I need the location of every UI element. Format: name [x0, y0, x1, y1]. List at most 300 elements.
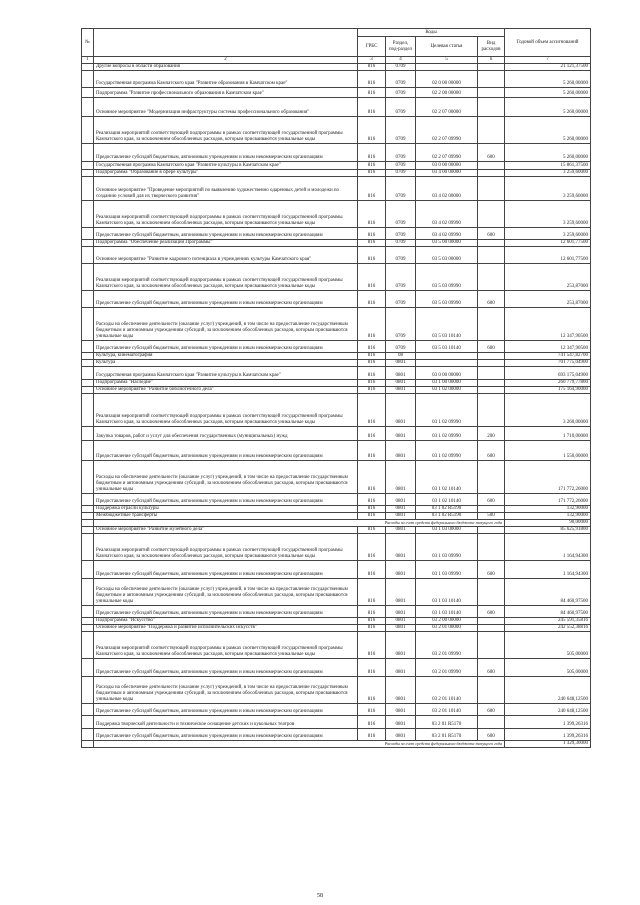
row-number-cell	[82, 380, 94, 387]
amount-cell: 3 259,60000	[505, 177, 591, 201]
table-row	[82, 88, 591, 98]
table-row	[82, 291, 591, 308]
table-row	[82, 228, 591, 240]
row-name-cell: Реализация мероприятий соответствующей подпрограммы в рамках соответствующей государственной программы Камчатского края, за исключением обособленных расходов, которым присваиваются уникальные коды	[94, 632, 358, 659]
row-name-cell: Основное мероприятие "Развитие библиотечного дела"	[94, 387, 358, 394]
grbs-cell: 816	[358, 291, 386, 308]
section-cell: 0801	[386, 387, 416, 394]
expense-type-cell: 600	[478, 606, 505, 618]
row-number-cell	[82, 291, 94, 308]
target-article-cell: 03 1 02 09990	[416, 394, 478, 427]
header-amount: Годовой объем ассигнований	[505, 29, 591, 57]
grbs-cell: 816	[358, 387, 386, 394]
grbs-cell: 816	[358, 513, 386, 520]
grbs-cell: 816	[358, 494, 386, 506]
expense-type-cell	[478, 716, 505, 729]
expense-type-cell: 600	[478, 291, 505, 308]
row-name-cell: Реализация мероприятий соответствующей подпрограммы в рамках соответствующей государственной программы Камчатского края, за исключением обособленных расходов, которым присваиваются уникальные коды	[94, 201, 358, 228]
target-article-cell: 02 0 00 00000	[416, 71, 478, 88]
section-cell: 0709	[386, 228, 416, 240]
section-cell: 0709	[386, 64, 416, 71]
grbs-cell: 816	[358, 247, 386, 264]
header-name	[94, 29, 358, 57]
row-number-cell	[82, 170, 94, 177]
grbs-cell: 816	[358, 506, 386, 513]
row-name-cell: Подпрограмма "Наследие"	[94, 380, 358, 387]
expense-type-cell	[478, 387, 505, 394]
expense-type-cell	[478, 360, 505, 367]
amount-cell: 240 648,12500	[505, 677, 591, 704]
section-cell: 0709	[386, 117, 416, 144]
amount-cell: 84 460,97500	[505, 606, 591, 618]
row-name-cell: Государственная программа Камчатского края "Развитие культуры в Камчатском крае"	[94, 162, 358, 170]
table-row	[82, 308, 591, 341]
expense-type-cell	[478, 579, 505, 606]
target-article-cell	[416, 360, 478, 367]
amount-cell: 253,87000	[505, 291, 591, 308]
amount-cell: 5 260,00000	[505, 71, 591, 88]
amount-cell: 12 347,90500	[505, 341, 591, 353]
grbs-cell: 816	[358, 716, 386, 729]
target-article-cell: 03 1 02 09990	[416, 427, 478, 441]
row-number-cell	[82, 201, 94, 228]
row-number-cell	[82, 240, 94, 247]
grbs-cell: 816	[358, 659, 386, 677]
target-article-cell: 03 5 00 00000	[416, 240, 478, 247]
amount-cell: 701 775,04900	[505, 360, 591, 367]
amount-cell: 132,90000	[505, 513, 591, 520]
expense-type-cell	[478, 71, 505, 88]
row-name-cell: Предоставление субсидий бюджетным, автономным учреждениям и иным некоммерческим организациям	[94, 291, 358, 308]
row-name-cell: Реализация мероприятий соответствующей подпрограммы в рамках соответствующей государственной программы Камчатского края, за исключением обособленных расходов, которым присваиваются уникальные коды	[94, 394, 358, 427]
expense-type-cell: 600	[478, 441, 505, 461]
row-name-cell: Основное мероприятие "Развитие музейного дела"	[94, 527, 358, 534]
section-cell: 0709	[386, 247, 416, 264]
amount-cell: 245 591,35816	[505, 618, 591, 625]
row-name-cell: Подпрограмма "Образование в сфере культуры"	[94, 170, 358, 177]
expense-type-cell	[478, 506, 505, 513]
grbs-cell: 816	[358, 360, 386, 367]
grbs-cell: 816	[358, 71, 386, 88]
amount-cell: 5 260,00000	[505, 88, 591, 98]
table-row	[82, 264, 591, 291]
row-number-cell	[82, 387, 94, 394]
row-number-cell	[82, 494, 94, 506]
table-row	[82, 71, 591, 88]
target-article-cell: 03 2 01 10140	[416, 677, 478, 704]
row-number-cell	[82, 353, 94, 360]
grbs-cell: 816	[358, 308, 386, 341]
grbs-cell: 816	[358, 461, 386, 494]
grbs-cell: 816	[358, 177, 386, 201]
amount-cell: 1 164,94300	[505, 561, 591, 579]
table-row	[82, 387, 591, 394]
expense-type-cell	[478, 170, 505, 177]
target-article-cell: 03 5 03 10140	[416, 341, 478, 353]
section-cell: 0801	[386, 527, 416, 534]
row-number-cell	[82, 247, 94, 264]
row-number-cell	[82, 659, 94, 677]
section-cell: 0801	[386, 729, 416, 741]
row-name-cell: Поддержка отрасли культуры	[94, 506, 358, 513]
row-number-cell	[82, 677, 94, 704]
expense-type-cell	[478, 625, 505, 632]
grbs-cell: 816	[358, 98, 386, 117]
row-number-cell	[82, 506, 94, 513]
section-cell: 0801	[386, 659, 416, 677]
row-number-cell	[82, 561, 94, 579]
row-number-cell	[82, 520, 94, 527]
row-number-cell	[82, 534, 94, 561]
amount-cell: 1 164,94300	[505, 534, 591, 561]
column-index-row	[82, 57, 591, 64]
section-cell: 0801	[386, 494, 416, 506]
expense-type-cell	[478, 394, 505, 427]
row-number-cell	[82, 625, 94, 632]
row-name-cell: Подпрограмма "Развитие профессионального образования в Камчатском крае"	[94, 88, 358, 98]
row-name-cell: Предоставление субсидий бюджетным, автономным учреждениям и иным некоммерческим организациям	[94, 228, 358, 240]
budget-table	[81, 28, 591, 748]
expense-type-cell	[478, 308, 505, 341]
section-cell: 0709	[386, 162, 416, 170]
row-number-cell	[82, 341, 94, 353]
grbs-cell: 816	[358, 632, 386, 659]
row-name-cell: Государственная программа Камчатского края "Развитие образования в Камчатском крае"	[94, 71, 358, 88]
table-row	[82, 561, 591, 579]
amount-cell: 505,00000	[505, 659, 591, 677]
section-cell: 0801	[386, 716, 416, 729]
row-name-cell: Расходы на обеспечение деятельности (оказание услуг) учреждений, в том числе на предоставление государственным бюджетным и автономным учреждениям субсидий, за исключением обособленных расходов, которым присваиваются уникальные коды	[94, 461, 358, 494]
row-number-cell	[82, 88, 94, 98]
table-row	[82, 494, 591, 506]
expense-type-cell: 500	[478, 513, 505, 520]
amount-cell: 85 625,91800	[505, 527, 591, 534]
grbs-cell: 816	[358, 144, 386, 162]
target-article-cell: 03 2 01 09990	[416, 632, 478, 659]
expense-type-cell	[478, 527, 505, 534]
target-article-cell: 03 1 03 00000	[416, 527, 478, 534]
grbs-cell: 816	[358, 579, 386, 606]
expense-type-cell	[478, 461, 505, 494]
section-cell: 0801	[386, 441, 416, 461]
expense-type-cell	[478, 632, 505, 659]
grbs-cell: 816	[358, 427, 386, 441]
expense-type-cell	[478, 98, 505, 117]
table-row	[82, 677, 591, 704]
table-row	[82, 716, 591, 729]
table-row	[82, 427, 591, 441]
expense-type-cell	[478, 534, 505, 561]
table-row	[82, 144, 591, 162]
target-article-cell: 02 2 07 09990	[416, 144, 478, 162]
row-number-cell	[82, 394, 94, 427]
target-article-cell: 03 1 03 10140	[416, 606, 478, 618]
amount-cell: 240 648,12500	[505, 704, 591, 716]
grbs-cell: 816	[358, 64, 386, 71]
expense-type-cell	[478, 88, 505, 98]
expense-type-cell	[478, 117, 505, 144]
expense-type-cell	[478, 177, 505, 201]
row-name-cell: Подпрограмма "Обеспечение реализации Программы"	[94, 240, 358, 247]
row-number-cell	[82, 513, 94, 520]
amount-cell: 132,90000	[505, 506, 591, 513]
row-name-cell: Основное мероприятие "Поддержка и развитие исполнительских искусств"	[94, 625, 358, 632]
expense-type-cell	[478, 162, 505, 170]
row-number-cell	[82, 729, 94, 741]
row-number-cell	[82, 579, 94, 606]
row-number-cell	[82, 98, 94, 117]
table-row	[82, 659, 591, 677]
target-article-cell: 03 2 01 09990	[416, 659, 478, 677]
amount-cell: 5 260,00000	[505, 117, 591, 144]
table-row	[82, 632, 591, 659]
amount-cell: 1 710,00000	[505, 427, 591, 441]
row-number-cell	[82, 606, 94, 618]
note-cell: Расходы за счет средств федерального бюджета текущего года	[94, 741, 505, 748]
target-article-cell: 03 5 03 10140	[416, 308, 478, 341]
header-grbs: ГРБС	[358, 37, 386, 57]
row-name-cell: Подпрограмма "Искусство"	[94, 618, 358, 625]
target-article-cell: 03 2 01 R5170	[416, 729, 478, 741]
row-name-cell: Расходы на обеспечение деятельности (оказание услуг) учреждений, в том числе на предоставление государственным бюджетным и автономным учреждениям субсидий, за исключением обособленных расходов, которым присваиваются уникальные коды	[94, 308, 358, 341]
amount-cell: 741 547,82700	[505, 353, 591, 360]
expense-type-cell: 600	[478, 729, 505, 741]
grbs-cell: 816	[358, 353, 386, 360]
target-article-cell: 03 4 02 00000	[416, 177, 478, 201]
amount-cell: 5 260,00000	[505, 98, 591, 117]
row-name-cell: Реализация мероприятий соответствующей подпрограммы в рамках соответствующей государственной программы Камчатского края, за исключением обособленных расходов, которым присваиваются уникальные коды	[94, 264, 358, 291]
grbs-cell: 816	[358, 441, 386, 461]
section-cell: 0801	[386, 606, 416, 618]
expense-type-cell: 200	[478, 427, 505, 441]
section-cell: 0801	[386, 513, 416, 520]
row-name-cell: Поддержка творческой деятельности и техническое оснащение детских и кукольных театров	[94, 716, 358, 729]
target-article-cell: 03 2 01 10140	[416, 704, 478, 716]
expense-type-cell	[478, 201, 505, 228]
row-number-cell	[82, 441, 94, 461]
section-cell: 0709	[386, 308, 416, 341]
row-number-cell	[82, 632, 94, 659]
grbs-cell: 816	[358, 170, 386, 177]
amount-cell: 505,00000	[505, 632, 591, 659]
row-number-cell	[82, 228, 94, 240]
expense-type-cell: 600	[478, 494, 505, 506]
section-cell: 0709	[386, 341, 416, 353]
row-name-cell: Основное мероприятие "Проведение мероприятий по выявлению художественно одаренных детей и молодежи по созданию условий для их творческого развития"	[94, 177, 358, 201]
expense-type-cell: 600	[478, 704, 505, 716]
table-row	[82, 704, 591, 716]
grbs-cell: 816	[358, 264, 386, 291]
grbs-cell: 816	[358, 201, 386, 228]
row-number-cell	[82, 461, 94, 494]
row-name-cell: Основное мероприятие "Модернизация инфраструктуры системы профессионального образования"	[94, 98, 358, 117]
section-cell: 0801	[386, 704, 416, 716]
grbs-cell: 816	[358, 561, 386, 579]
expense-type-cell: 600	[478, 228, 505, 240]
amount-cell: 3 259,60000	[505, 228, 591, 240]
row-name-cell: Реализация мероприятий соответствующей подпрограммы в рамках соответствующей государственной программы Камчатского края, за исключением обособленных расходов, которым присваиваются уникальные коды	[94, 117, 358, 144]
grbs-cell: 816	[358, 380, 386, 387]
section-cell: 08	[386, 353, 416, 360]
row-name-cell: Предоставление субсидий бюджетным, автономным учреждениям и иным некоммерческим организациям	[94, 729, 358, 741]
grbs-cell: 816	[358, 704, 386, 716]
table-row	[82, 117, 591, 144]
expense-type-cell	[478, 64, 505, 71]
target-article-cell	[416, 64, 478, 71]
row-number-cell	[82, 367, 94, 380]
expense-type-cell: 600	[478, 144, 505, 162]
row-number-cell	[82, 704, 94, 716]
row-name-cell: Предоставление субсидий бюджетным, автономным учреждениям и иным некоммерческим организациям	[94, 606, 358, 618]
table-note-row	[82, 741, 591, 748]
row-name-cell: Культура, кинематография	[94, 353, 358, 360]
table-row	[82, 618, 591, 625]
section-cell: 0801	[386, 625, 416, 632]
target-article-cell: 03 1 03 09990	[416, 561, 478, 579]
grbs-cell: 816	[358, 527, 386, 534]
section-cell: 0801	[386, 632, 416, 659]
row-name-cell: Расходы на обеспечение деятельности (оказание услуг) учреждений, в том числе на предоставление государственным бюджетным и автономным учреждениям субсидий, за исключением обособленных расходов, которым присваиваются уникальные коды	[94, 677, 358, 704]
section-cell: 0709	[386, 201, 416, 228]
target-article-cell: 03 1 02 R5190	[416, 513, 478, 520]
row-number-cell	[82, 64, 94, 71]
amount-cell: 90,00000	[505, 520, 591, 527]
column-index: 7	[505, 57, 591, 64]
section-cell: 0801	[386, 534, 416, 561]
amount-cell: 175 164,90000	[505, 387, 591, 394]
grbs-cell: 816	[358, 341, 386, 353]
table-row	[82, 162, 591, 170]
row-name-cell: Предоставление субсидий бюджетным, автономным учреждениям и иным некоммерческим организациям	[94, 441, 358, 461]
amount-cell: 3 259,60000	[505, 170, 591, 177]
row-number-cell	[82, 71, 94, 88]
row-number-cell	[82, 117, 94, 144]
table-row	[82, 240, 591, 247]
target-article-cell: 03 2 01 00000	[416, 625, 478, 632]
grbs-cell: 816	[358, 625, 386, 632]
table-row	[82, 353, 591, 360]
expense-type-cell	[478, 677, 505, 704]
column-index: 6	[478, 57, 505, 64]
row-number-cell	[82, 741, 94, 748]
column-index: 4	[386, 57, 416, 64]
target-article-cell: 03 1 00 00000	[416, 380, 478, 387]
column-index: 1	[82, 57, 94, 64]
table-note-row	[82, 520, 591, 527]
row-name-cell: Основное мероприятие "Развитие кадрового потенциала в учреждениях культуры Камчатского края"	[94, 247, 358, 264]
section-cell: 0801	[386, 561, 416, 579]
expense-type-cell: 600	[478, 341, 505, 353]
amount-cell: 15 861,37500	[505, 162, 591, 170]
row-name-cell: Государственная программа Камчатского края "Развитие культуры в Камчатском крае"	[94, 367, 358, 380]
section-cell: 0709	[386, 88, 416, 98]
grbs-cell: 816	[358, 394, 386, 427]
column-index: 3	[358, 57, 386, 64]
table-row	[82, 625, 591, 632]
target-article-cell: 03 5 03 09990	[416, 264, 478, 291]
section-cell: 0801	[386, 618, 416, 625]
table-row	[82, 341, 591, 353]
grbs-cell: 816	[358, 618, 386, 625]
target-article-cell: 03 1 02 09990	[416, 441, 478, 461]
section-cell: 0801	[386, 579, 416, 606]
row-name-cell: Предоставление субсидий бюджетным, автономным учреждениям и иным некоммерческим организациям	[94, 561, 358, 579]
target-article-cell: 03 4 00 00000	[416, 170, 478, 177]
row-name-cell: Предоставление субсидий бюджетным, автономным учреждениям и иным некоммерческим организациям	[94, 341, 358, 353]
target-article-cell: 03 1 03 09990	[416, 534, 478, 561]
row-name-cell: Предоставление субсидий бюджетным, автономным учреждениям и иным некоммерческим организациям	[94, 659, 358, 677]
amount-cell: 242 552,38816	[505, 625, 591, 632]
amount-cell: 84 460,97500	[505, 579, 591, 606]
table-row	[82, 170, 591, 177]
row-number-cell	[82, 162, 94, 170]
target-article-cell: 03 1 03 10140	[416, 579, 478, 606]
section-cell: 0801	[386, 360, 416, 367]
section-cell: 0709	[386, 264, 416, 291]
row-name-cell: Закупка товаров, работ и услуг для обеспечения государственных (муниципальных) нужд	[94, 427, 358, 441]
table-row	[82, 534, 591, 561]
grbs-cell: 816	[358, 534, 386, 561]
grbs-cell: 816	[358, 606, 386, 618]
expense-type-cell: 600	[478, 659, 505, 677]
target-article-cell: 03 4 02 09990	[416, 228, 478, 240]
row-number-cell	[82, 308, 94, 341]
section-cell: 0709	[386, 98, 416, 117]
table-row	[82, 64, 591, 71]
target-article-cell: 03 1 02 10140	[416, 461, 478, 494]
amount-cell: 171 772,26000	[505, 461, 591, 494]
table-row	[82, 177, 591, 201]
section-cell: 0801	[386, 394, 416, 427]
table-row	[82, 394, 591, 427]
grbs-cell: 816	[358, 88, 386, 98]
expense-type-cell	[478, 380, 505, 387]
amount-cell: 12 347,90500	[505, 308, 591, 341]
row-name-cell: Другие вопросы в области образования	[94, 64, 358, 71]
header-number: №	[82, 29, 94, 57]
row-name-cell: Предоставление субсидий бюджетным, автономным учреждениям и иным некоммерческим организациям	[94, 704, 358, 716]
table-row	[82, 606, 591, 618]
row-name-cell: Предоставление субсидий бюджетным, автономным учреждениям и иным некоммерческим организациям	[94, 144, 358, 162]
amount-cell: 260 779,77800	[505, 380, 591, 387]
row-name-cell: Предоставление субсидий бюджетным, автономным учреждениям и иным некоммерческим организациям	[94, 494, 358, 506]
amount-cell: 12 601,77500	[505, 240, 591, 247]
grbs-cell: 816	[358, 367, 386, 380]
table-row	[82, 380, 591, 387]
target-article-cell: 02 2 07 00000	[416, 98, 478, 117]
section-cell: 0709	[386, 144, 416, 162]
table-row	[82, 360, 591, 367]
amount-cell: 253,87000	[505, 264, 591, 291]
page-number: 58	[317, 893, 323, 899]
section-cell: 0801	[386, 506, 416, 513]
table-row	[82, 527, 591, 534]
section-cell: 0801	[386, 461, 416, 494]
row-number-cell	[82, 264, 94, 291]
amount-cell: 3 259,60000	[505, 201, 591, 228]
row-name-cell: Межбюджетные трансферты	[94, 513, 358, 520]
target-article-cell: 03 1 02 10140	[416, 494, 478, 506]
row-name-cell: Реализация мероприятий соответствующей подпрограммы в рамках соответствующей государственной программы Камчатского края, за исключением обособленных расходов, которым присваиваются уникальные коды	[94, 534, 358, 561]
expense-type-cell	[478, 618, 505, 625]
row-number-cell	[82, 144, 94, 162]
grbs-cell: 816	[358, 162, 386, 170]
table-row	[82, 506, 591, 513]
expense-type-cell	[478, 353, 505, 360]
grbs-cell: 816	[358, 117, 386, 144]
expense-type-cell: 600	[478, 561, 505, 579]
target-article-cell: 03 5 03 00000	[416, 247, 478, 264]
